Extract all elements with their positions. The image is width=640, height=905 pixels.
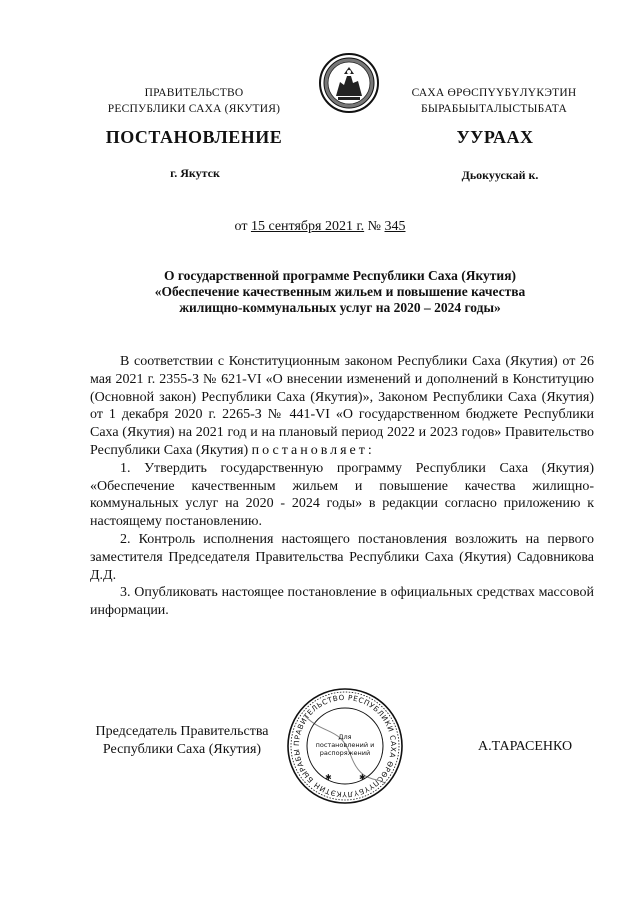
doc-kind-ru: ПОСТАНОВЛЕНИЕ [105, 127, 283, 147]
org-name-sakha-line-1: САХА ӨРӨСПҮҮБҮЛҮКЭТИН [411, 87, 577, 99]
org-name-sakha [385, 85, 603, 117]
org-name-ru [88, 85, 300, 117]
document-title [90, 268, 590, 316]
seal-center-line-1: Для [338, 733, 352, 741]
title-line-1: О государственной программе Республики Саха (Якутия) [163, 268, 517, 283]
svg-text:✱: ✱ [325, 773, 332, 782]
decree-word: постановляет: [251, 442, 375, 458]
title-line-3: жилищно-коммунальных услуг на 2020 – 2024 годы» [179, 300, 501, 315]
seal-center-line-2: постановлений и [315, 741, 375, 749]
item-2: 2. Контроль исполнения настоящего постановления возложить на первого заместителя Председателя Правительства Республики Саха (Якутия) Садовникова Д.Д. [90, 531, 594, 583]
date-line [0, 219, 640, 235]
document-number: 345 [384, 219, 406, 234]
signatory-position-line-1: Председатель Правительства [95, 724, 269, 739]
city-ru: г. Якутск [170, 166, 220, 180]
item-1: 1. Утвердить государственную программу Республики Саха (Якутия) «Обеспечение качественным жильем и повышение качества жилищно-коммунальных услуг на 2020 - 2024 годы» в редакции согласно приложению к настоящему постановлению. [90, 460, 594, 530]
coat-of-arms-icon [318, 52, 380, 114]
official-seal-icon [285, 686, 405, 806]
document-date: 15 сентября 2021 г. [250, 219, 365, 234]
org-name-ru-line-2: РЕСПУБЛИКИ САХА (ЯКУТИЯ) [107, 103, 281, 115]
document-body [90, 353, 594, 620]
title-line-2: «Обеспечение качественным жильем и повышение качества [154, 284, 526, 299]
date-prefix: от [234, 219, 248, 234]
number-sign: № [367, 219, 381, 234]
doc-kind-sakha: УУРААХ [456, 127, 534, 147]
signatory-position [84, 723, 280, 759]
org-name-sakha-line-2: БЫРАБЫЫТАЛЫСТЫБАТА [421, 103, 567, 115]
city-sakha: Дьокуускай к. [461, 168, 539, 182]
signatory-position-line-2: Республики Саха (Якутия) [102, 741, 262, 757]
seal-center-line-3: распоряжений [319, 749, 371, 757]
org-name-ru-line-1: ПРАВИТЕЛЬСТВО [144, 87, 244, 99]
preamble-text: В соответствии с Конституционным законом Республики Саха (Якутия) от 26 мая 2021 г. 2355-З № 621-VI «О внесении изменений и дополнений в Конституцию (Основной закон) Республики Саха (Якутия)», Законом Республики Саха (Якутия) от 1 декабря 2020 г. 2265-З № 441-VI «О государственном бюджете Республики Саха (Якутия) на 2021 год и на плановый период 2022 и 2023 годов» Правительство Республики Саха (Якутия) [90, 354, 594, 458]
signatory-name: А.ТАРАСЕНКО [478, 739, 573, 754]
item-3: 3. Опубликовать настоящее постановление в официальных средствах массовой информации. [90, 585, 594, 619]
svg-text:✱: ✱ [359, 773, 366, 782]
seal-ring-text: ПРАВИТЕЛЬСТВО РЕСПУБЛИКИ САХА ӨРӨСПҮҮБҮЛҮКЭТИН БЫРАБЫ [291, 692, 399, 800]
preamble-paragraph [90, 353, 594, 460]
